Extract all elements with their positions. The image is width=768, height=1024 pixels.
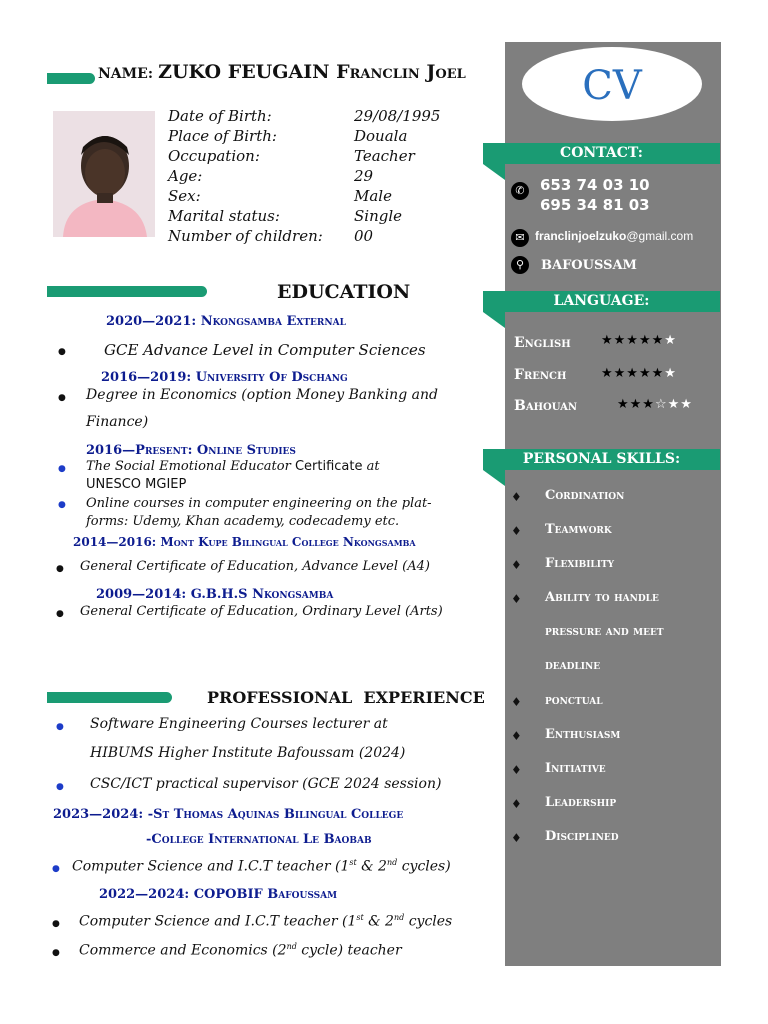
experience-item: CSC/ICT practical supervisor (GCE 2024 session) <box>90 776 442 792</box>
bahouan-rating <box>617 397 693 412</box>
experience-item <box>79 913 452 930</box>
bullet-diamond: ♦ <box>511 558 522 572</box>
text-part: cycle) teacher <box>296 942 402 959</box>
bullet: ● <box>56 782 64 792</box>
bullet-diamond: ♦ <box>511 729 522 743</box>
personal-value: Single <box>354 207 403 225</box>
experience-title: PROFESSIONAL EXPERIENCE <box>207 688 485 707</box>
text-part: at <box>362 459 380 474</box>
bullet-diamond: ♦ <box>511 490 522 504</box>
experience-item <box>79 942 402 959</box>
superscript: nd <box>393 913 405 922</box>
english-rating <box>601 333 677 348</box>
experience-item-continued: HIBUMS Higher Institute Bafoussam (2024) <box>90 745 406 761</box>
ribbon-fold <box>483 164 505 180</box>
french-stars-filled: ★★★★★ <box>601 366 665 381</box>
personal-label: Marital status: <box>168 207 280 225</box>
bullet: ● <box>58 347 66 357</box>
language-title: LANGUAGE: <box>553 293 650 309</box>
ribbon-fold <box>483 312 505 328</box>
bullet: ● <box>56 609 64 619</box>
bullet: ● <box>52 948 60 958</box>
education-item: GCE Advance Level in Computer Sciences <box>104 341 426 359</box>
language-english: English <box>514 335 571 351</box>
skill-item: Initiative <box>545 761 606 776</box>
personal-label: Age: <box>168 167 203 185</box>
bullet-diamond: ♦ <box>511 797 522 811</box>
bullet: ● <box>52 919 60 929</box>
english-stars-filled: ★★★★★ <box>601 333 665 348</box>
personal-value: 29 <box>354 167 374 185</box>
bullet: ● <box>56 722 64 732</box>
french-stars-empty: ★ <box>664 366 677 381</box>
name-value: ZUKO FEUGAIN Franclin Joel <box>158 61 466 83</box>
bullet-diamond: ♦ <box>511 592 522 606</box>
personal-value: 00 <box>354 227 374 245</box>
education-period: 2014—2016: Mont Kupe Bilingual College Nkongsamba <box>73 535 416 549</box>
superscript: st <box>349 858 357 867</box>
personal-value: Teacher <box>354 147 415 165</box>
email-icon: ✉ <box>511 229 529 247</box>
education-period: 2020—2021: Nkongsamba External <box>106 314 346 329</box>
skill-item: Disciplined <box>545 829 619 844</box>
text-part: Computer Science and I.C.T teacher (1 <box>79 913 357 930</box>
bullet-diamond: ♦ <box>511 831 522 845</box>
personal-value: Douala <box>354 127 408 145</box>
skill-item: Enthusiasm <box>545 727 621 742</box>
text-part: Certificate <box>294 459 363 474</box>
language-french: French <box>514 367 567 383</box>
personal-value: Male <box>354 187 392 205</box>
accent-bar <box>47 692 172 703</box>
bahouan-star-half: ☆ <box>654 397 668 412</box>
education-title: EDUCATION <box>277 281 411 303</box>
bullet: ● <box>58 464 66 474</box>
skill-item: Ability to handle <box>545 590 659 605</box>
education-item-continued: Finance) <box>86 414 149 430</box>
superscript: st <box>356 913 364 922</box>
text-part: & 2 <box>363 913 394 930</box>
text-part: & 2 <box>356 858 387 875</box>
phone-primary: 653 74 03 10 <box>540 176 650 194</box>
education-period: 2009—2014: G.B.H.S Nkongsamba <box>96 587 334 602</box>
cv-badge-text: CV <box>582 63 642 109</box>
email-user: franclinjoelzuko <box>535 229 627 243</box>
personal-label: Sex: <box>168 187 201 205</box>
personal-label: Date of Birth: <box>168 107 272 125</box>
bullet: ● <box>58 500 66 510</box>
experience-period-continued: -College International Le Baobab <box>146 832 372 847</box>
experience-period: 2023—2024: -St Thomas Aquinas Bilingual College <box>53 807 404 822</box>
skills-title: PERSONAL SKILLS: <box>522 451 681 467</box>
skill-item: ponctual <box>545 693 603 708</box>
skill-item-continued: pressure and meet <box>545 624 664 639</box>
accent-bar <box>47 73 95 84</box>
education-item-continued: UNESCO MGIEP <box>86 477 187 492</box>
profile-photo <box>53 111 155 237</box>
location-pin-icon: ⚲ <box>511 256 529 274</box>
accent-bar <box>47 286 207 297</box>
personal-label: Number of children: <box>168 227 323 245</box>
text-part: The Social Emotional Educator <box>86 459 295 474</box>
person-silhouette-icon <box>53 111 155 237</box>
language-ribbon <box>483 291 720 312</box>
language-bahouan: Bahouan <box>514 398 578 414</box>
bullet-diamond: ♦ <box>511 763 522 777</box>
experience-period: 2022—2024: COPOBIF Bafoussam <box>99 887 338 902</box>
french-rating <box>601 366 677 381</box>
english-stars-empty: ★ <box>664 333 677 348</box>
text-part: cycles) <box>397 858 451 875</box>
ribbon-fold <box>483 470 505 486</box>
education-item-continued: forms: Udemy, Khan academy, codecademy etc. <box>86 514 400 529</box>
contact-title: CONTACT: <box>560 145 643 161</box>
bullet: ● <box>52 864 60 874</box>
skill-item: Flexibility <box>545 556 615 571</box>
bullet-diamond: ♦ <box>511 695 522 709</box>
text-part: cycles <box>404 913 453 930</box>
text-part: Computer Science and I.C.T teacher (1 <box>72 858 350 875</box>
phone-icon: ✆ <box>511 182 529 200</box>
education-period: 2016—2019: University Of Dschang <box>101 370 348 385</box>
bullet: ● <box>58 393 66 403</box>
education-item: Degree in Economics (option Money Banking and <box>86 387 438 403</box>
skill-item: Leadership <box>545 795 617 810</box>
personal-label: Place of Birth: <box>168 127 277 145</box>
name-heading <box>98 61 466 83</box>
name-label: NAME: <box>98 66 153 82</box>
superscript: nd <box>386 858 398 867</box>
experience-item <box>72 858 451 875</box>
skills-ribbon <box>483 449 720 470</box>
bahouan-stars-empty: ★★ <box>667 397 693 412</box>
city: BAFOUSSAM <box>541 258 637 273</box>
education-item: General Certificate of Education, Advance Level (A4) <box>80 559 430 574</box>
education-period: 2016—Present: Online Studies <box>86 443 296 458</box>
skill-item: Teamwork <box>545 522 612 537</box>
phone-secondary: 695 34 81 03 <box>540 196 650 214</box>
education-item <box>86 459 380 474</box>
email-domain: @gmail.com <box>626 229 694 243</box>
text-part: Commerce and Economics (2 <box>79 942 287 959</box>
bahouan-stars-filled: ★★★ <box>617 397 655 412</box>
skill-item: Cordination <box>545 488 625 503</box>
bullet-diamond: ♦ <box>511 524 522 538</box>
personal-label: Occupation: <box>168 147 260 165</box>
superscript: nd <box>286 942 297 951</box>
personal-value: 29/08/1995 <box>354 107 441 125</box>
education-item: General Certificate of Education, Ordinary Level (Arts) <box>80 604 443 619</box>
contact-ribbon <box>483 143 720 164</box>
skill-item-continued: deadline <box>545 658 601 673</box>
bullet: ● <box>56 564 64 574</box>
email-address <box>535 229 693 243</box>
experience-item: Software Engineering Courses lecturer at <box>90 716 388 732</box>
education-item: Online courses in computer engineering on the plat- <box>86 496 432 511</box>
